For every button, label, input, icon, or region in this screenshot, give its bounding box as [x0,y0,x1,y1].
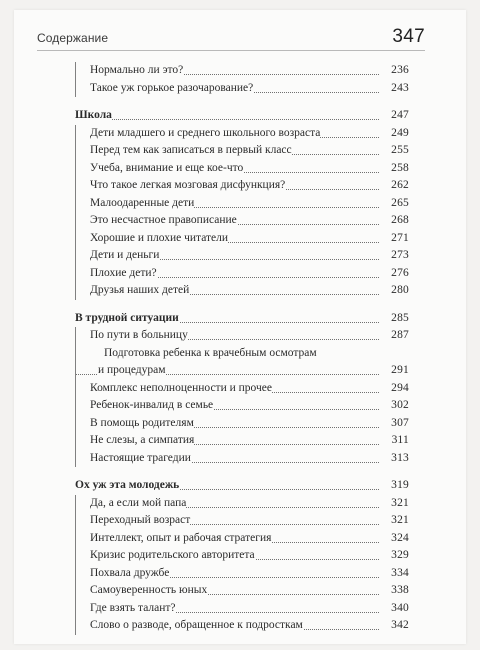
entry-page-number: 311 [379,432,409,450]
page-number: 347 [392,26,425,47]
section-title: Ох уж эта молодежь [75,477,179,495]
entry-title: Малоодаренные дети [76,195,194,213]
section-gap [75,300,409,310]
entry-page-number: 236 [379,62,409,80]
toc-entry [76,195,409,213]
toc-entry [76,565,409,583]
entry-page-number: 262 [379,177,409,195]
entry-page-number: 273 [379,247,409,265]
toc-entry [76,582,409,600]
entry-page-number: 271 [379,230,409,248]
entry-title: Что такое легкая мозговая дисфункция? [76,177,285,195]
entry-title: Похвала дружбе [76,565,169,583]
entry-page-number: 243 [379,80,409,98]
toc-section-heading [75,310,409,328]
entry-page-number: 324 [379,530,409,548]
entry-title: Это несчастное правописание [76,212,237,230]
toc-entry [76,450,409,468]
toc-entry [76,345,409,380]
entry-page-number: 268 [379,212,409,230]
entry-title: Кризис родительского авторитета [76,547,255,565]
entry-page-number: 329 [379,547,409,565]
entry-page-number: 265 [379,195,409,213]
toc-section-heading [75,477,409,495]
entry-page-number: 247 [379,107,409,125]
toc-entry [76,512,409,530]
entry-title: Дети младшего и среднего школьного возраста [76,125,320,143]
toc-entry [76,617,409,635]
entry-title: Подготовка ребенка к врачебным осмотрам [90,345,317,363]
toc-entry [76,247,409,265]
toc-entry [76,62,409,80]
entry-title: Учеба, внимание и еще кое-что [76,160,243,178]
toc-entry [76,397,409,415]
entry-title: Такое уж горькое разочарование? [76,80,253,98]
section-gap [75,97,409,107]
entry-title: Нормально ли это? [76,62,183,80]
entry-title: Переходный возраст [76,512,190,530]
entry-page-number: 313 [379,450,409,468]
entry-page-number: 340 [379,600,409,618]
entry-page-number: 291 [379,362,409,380]
entry-title: Дети и деньги [76,247,159,265]
entry-page-number: 280 [379,282,409,300]
entry-title: Перед тем как записаться в первый класс [76,142,292,160]
toc-entry [76,80,409,98]
entry-page-number: 285 [379,310,409,328]
entry-title: По пути в больницу [76,327,188,345]
entry-page-number: 342 [379,617,409,635]
entry-page-number: 249 [379,125,409,143]
running-header-label: Содержание [37,31,109,45]
toc-entry [76,282,409,300]
entry-title: Настоящие трагедии [76,450,191,468]
section-title: В трудной ситуации [75,310,179,328]
entry-title: Да, а если мой папа [76,495,186,513]
toc-section-entries [75,327,409,467]
toc-entry [76,125,409,143]
entry-page-number: 307 [379,415,409,433]
toc-entry [76,495,409,513]
dot-leader [75,119,379,120]
toc-entry [76,432,409,450]
entry-page-number: 319 [379,477,409,495]
entry-title: Хорошие и плохие читатели [76,230,228,248]
entry-title: Где взять талант? [76,600,176,618]
entry-page-number: 294 [379,380,409,398]
entry-title: Самоуверенность юных [76,582,207,600]
entry-title: Слово о разводе, обращенное к подросткам [76,617,303,635]
toc-entry [76,177,409,195]
toc-entry [76,142,409,160]
entry-page-number: 287 [379,327,409,345]
toc-entry [76,600,409,618]
toc-section-entries [75,62,409,97]
toc-entry [76,230,409,248]
toc-entry [76,530,409,548]
entry-page-number: 334 [379,565,409,583]
entry-title: Ребенок-инвалид в семье [76,397,213,415]
toc-entry [76,415,409,433]
toc-section-entries [75,125,409,300]
toc-entry [76,380,409,398]
entry-title: Друзья наших детей [76,282,189,300]
entry-title: Плохие дети? [76,265,157,283]
toc-entry [76,160,409,178]
table-of-contents [75,62,409,635]
entry-page-number: 338 [379,582,409,600]
toc-entry [76,265,409,283]
entry-page-number: 276 [379,265,409,283]
entry-page-number: 258 [379,160,409,178]
entry-page-number: 302 [379,397,409,415]
entry-title-continued: и процедурам [98,362,166,380]
section-title: Школа [75,107,112,125]
toc-entry [76,212,409,230]
entry-page-number: 321 [379,512,409,530]
toc-section-entries [75,495,409,635]
entry-title: Не слезы, а симпатия [76,432,194,450]
entry-title: Интеллект, опыт и рабочая стратегия [76,530,271,548]
entry-title: В помощь родителям [76,415,194,433]
page-header [37,26,425,51]
entry-page-number: 255 [379,142,409,160]
section-gap [75,467,409,477]
toc-entry [76,327,409,345]
entry-title: Комплекс неполноценности и прочее [76,380,272,398]
toc-entry [76,547,409,565]
entry-page-number: 321 [379,495,409,513]
toc-section-heading [75,107,409,125]
